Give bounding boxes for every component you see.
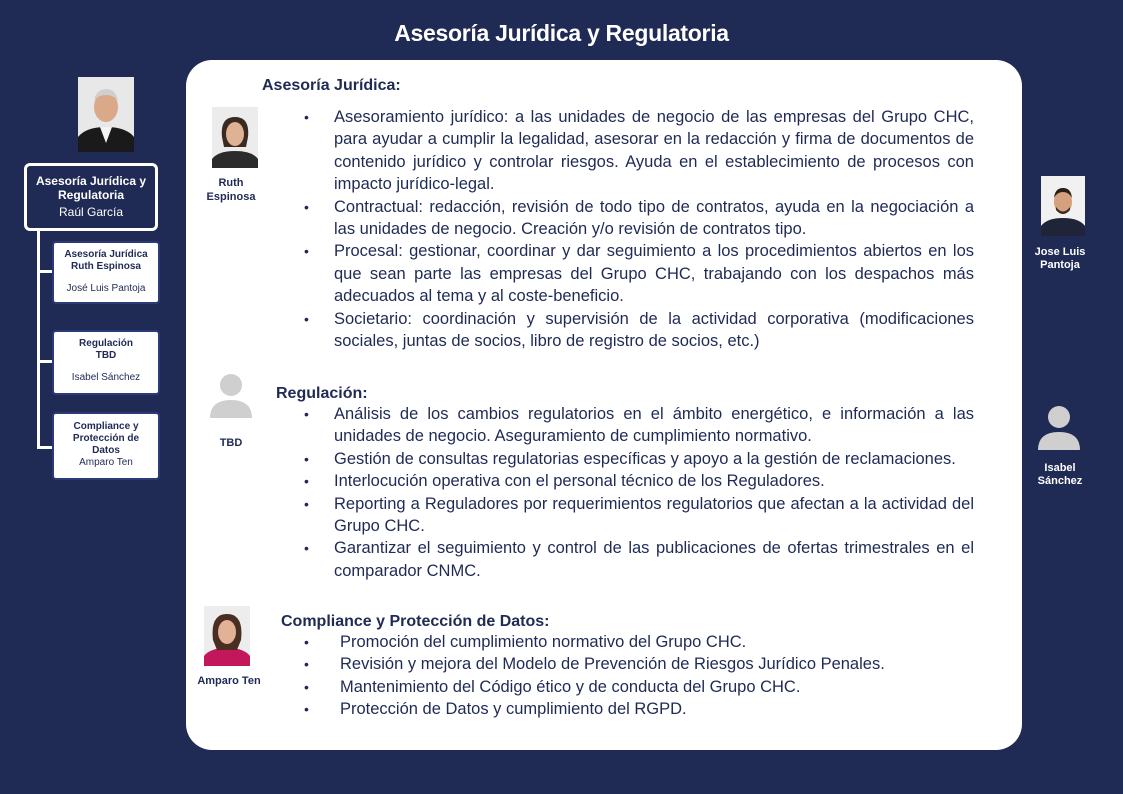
jose-luis-pantoja-label: Jose Luis Pantoja — [1034, 246, 1086, 271]
person-photo-icon — [1041, 176, 1085, 236]
org-box-area: Compliance y Protección de Datos — [72, 421, 140, 456]
person-photo-icon — [212, 107, 258, 168]
org-main-box — [24, 163, 158, 231]
org-box-member: José Luis Pantoja — [66, 283, 146, 294]
org-connector — [37, 360, 53, 363]
org-box-compliance — [52, 412, 160, 480]
list-item: • Contractual: redacción, revisión de todo tipo de contratos, ayuda en la negociación a las unidades de negocio. Creación y/o revisión de contratos tipo. — [304, 197, 974, 239]
tbd-placeholder — [206, 370, 256, 420]
isabel-sanchez-placeholder — [1034, 402, 1084, 452]
list-item: • Revisión y mejora del Modelo de Prevención de Riesgos Jurídico Penales. — [304, 655, 885, 674]
ruth-espinosa-photo — [212, 107, 258, 168]
list-item: • Garantizar el seguimiento y control de las publicaciones de ofertas trimestrales en el comparador CNMC. — [304, 539, 974, 580]
raul-garcia-photo — [78, 77, 134, 152]
org-box-area: Regulación — [79, 338, 133, 349]
list-item: • Mantenimiento del Código ético y de conducta del Grupo CHC. — [304, 677, 801, 696]
user-placeholder-icon — [206, 370, 256, 420]
amparo-ten-label: Amparo Ten — [197, 675, 261, 687]
section-title-regulacion: Regulación: — [276, 385, 368, 402]
org-box-member: Isabel Sánchez — [71, 372, 141, 383]
list-item: • Promoción del cumplimiento normativo del Grupo CHC. — [304, 633, 747, 651]
isabel-sanchez-label: Isabel Sánchez — [1037, 462, 1083, 487]
list-item: • Societario: coordinación y supervisión de la actividad corporativa (modificaciones sociales, juntas de socios, libro de registro de socios, etc.) — [304, 309, 974, 351]
tbd-label: TBD — [219, 437, 243, 449]
list-regulacion — [304, 403, 974, 582]
jose-luis-pantoja-photo — [1041, 176, 1085, 236]
section-title-compliance: Compliance y Protección de Datos: — [281, 613, 550, 630]
org-box-member: Amparo Ten — [79, 457, 133, 468]
list-item: • Reporting a Reguladores por requerimientos regulatorios que afectan a la actividad del Grupo CHC. — [304, 494, 974, 536]
org-connector-vertical — [37, 230, 40, 448]
list-juridica — [304, 106, 974, 352]
amparo-ten-photo — [204, 606, 250, 666]
list-item: • Protección de Datos y cumplimiento del RGPD. — [304, 700, 687, 719]
org-box-area: Asesoría Jurídica — [64, 249, 148, 260]
list-item: • Interlocución operativa con el personal técnico de los Reguladores. — [304, 472, 825, 491]
org-connector — [37, 446, 53, 449]
list-item: • Análisis de los cambios regulatorios en el ámbito energético, e información a las unidades de negocio. Aseguramiento de cumplimiento normativo. — [304, 405, 974, 446]
user-placeholder-icon — [1034, 402, 1084, 452]
person-photo-icon — [204, 606, 250, 666]
org-box-asesoria-juridica — [52, 241, 160, 304]
section-title-juridica: Asesoría Jurídica: — [262, 77, 401, 94]
list-compliance — [304, 631, 1000, 721]
page-title: Asesoría Jurídica y Regulatoria — [394, 20, 729, 46]
list-item: • Gestión de consultas regulatorias específicas y apoyo a la gestión de reclamaciones. — [304, 449, 956, 468]
org-box-head: Ruth Espinosa — [70, 261, 141, 272]
person-photo-icon — [78, 77, 134, 152]
org-connector — [37, 270, 53, 273]
ruth-espinosa-label: Ruth Espinosa — [206, 177, 256, 203]
org-box-regulacion — [52, 330, 160, 395]
org-main-area: Asesoría Jurídica y Regulatoria — [35, 174, 147, 202]
org-box-head: TBD — [95, 350, 117, 361]
list-item: • Asesoramiento jurídico: a las unidades de negocio de las empresas del Grupo CHC, para ayudar a cumplir la legalidad, asesorar en la redacción y firma de documentos de contenido jurídico y controlar riesgos. Ayuda en el establecimiento de procesos con impacto jurídico-legal. — [304, 108, 974, 194]
list-item: • Procesal: gestionar, coordinar y dar seguimiento a los procedimientos abiertos en los que sean parte las empresas del Grupo CHC, trabajando con los despachos más adecuados al tema y al coste-beneficio. — [304, 242, 974, 306]
org-main-person: Raúl García — [58, 205, 124, 219]
content-card — [186, 60, 1022, 750]
